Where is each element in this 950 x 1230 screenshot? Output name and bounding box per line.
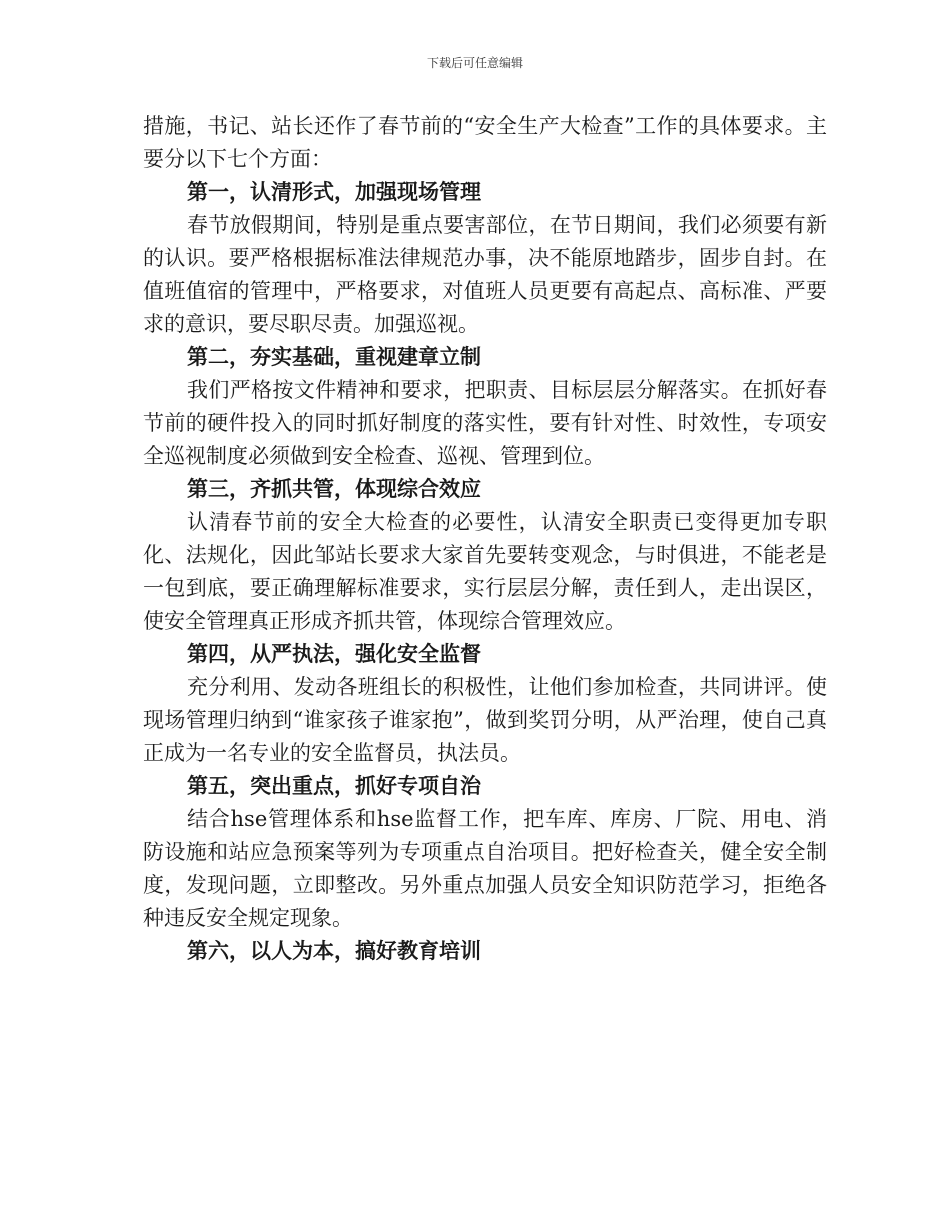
section-paragraph: 春节放假期间，特别是重点要害部位，在节日期间，我们必须要有新的认识。要严格根据标准法律规范办事，决不能原地踏步，固步自封。在值班值宿的管理中，严格要求，对值班人员更要有高起点、高标准、严要求的意识，要尽职尽责。加强巡视。 bbox=[143, 213, 827, 336]
page-header: 下载后可任意编辑 bbox=[426, 56, 523, 70]
section-paragraph: 认清春节前的安全大检查的必要性，认清安全职责已变得更加专职化、法规化，因此邹站长要求大家首先要转变观念，与时俱进，不能老是一包到底，要正确理解标准要求，实行层层分解，责任到人，走出误区，使安全管理真正形成齐抓共管，体现综合管理效应。 bbox=[143, 510, 827, 633]
section-heading: 第二，夯实基础，重视建章立制 bbox=[187, 345, 481, 369]
section-4 bbox=[143, 638, 827, 770]
section-1 bbox=[143, 176, 827, 341]
section-3 bbox=[143, 473, 827, 638]
section-6 bbox=[143, 935, 827, 968]
section-heading: 第三，齐抓共管，体现综合效应 bbox=[187, 477, 481, 501]
section-2 bbox=[143, 341, 827, 473]
section-heading: 第五，突出重点，抓好专项自治 bbox=[187, 774, 481, 798]
intro-paragraph: 措施，书记、站长还作了春节前的“安全生产大检查”工作的具体要求。主要分以下七个方面： bbox=[143, 114, 827, 171]
section-5 bbox=[143, 770, 827, 935]
section-paragraph: 充分利用、发动各班组长的积极性，让他们参加检查，共同讲评。使现场管理归纳到“谁家孩子谁家抱”，做到奖罚分明，从严治理，使自己真正成为一名专业的安全监督员，执法员。 bbox=[143, 675, 827, 765]
section-paragraph: 我们严格按文件精神和要求，把职责、目标层层分解落实。在抓好春节前的硬件投入的同时抓好制度的落实性，要有针对性、时效性，专项安全巡视制度必须做到安全检查、巡视、管理到位。 bbox=[143, 378, 827, 468]
section-heading: 第四，从严执法，强化安全监督 bbox=[187, 642, 481, 666]
document-body bbox=[143, 110, 827, 968]
section-heading: 第一，认清形式，加强现场管理 bbox=[187, 180, 481, 204]
section-heading: 第六，以人为本，搞好教育培训 bbox=[187, 939, 481, 963]
section-paragraph: 结合hse管理体系和hse监督工作，把车库、库房、厂院、用电、消防设施和站应急预案等列为专项重点自治项目。把好检查关，健全安全制度，发现问题，立即整改。另外重点加强人员安全知识防范学习，拒绝各种违反安全规定现象。 bbox=[143, 807, 827, 930]
